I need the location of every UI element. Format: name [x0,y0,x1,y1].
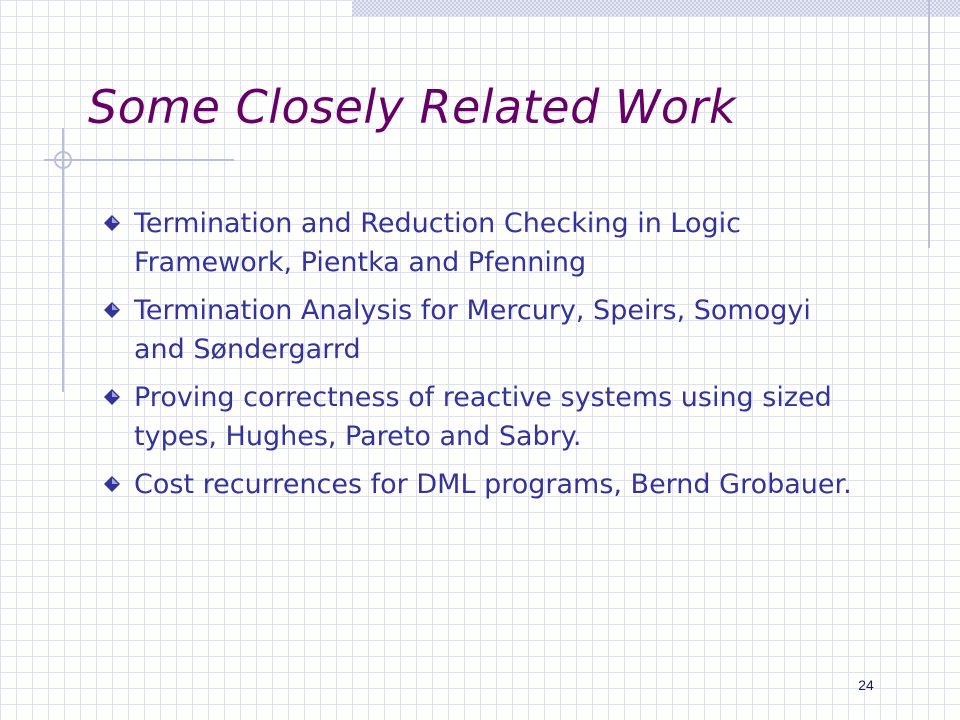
bullet-item [104,465,864,504]
diamond-bullet-icon [104,302,120,318]
bullet-text: Proving correctness of reactive systems using sized types, Hughes, Pareto and Sabry. [134,382,832,452]
page-number: 24 [858,677,874,693]
header-pattern-band [352,0,960,16]
diamond-bullet-icon [104,476,120,492]
ring-ornament-icon [54,151,72,169]
bullet-text: Termination and Reduction Checking in Logic Framework, Pientka and Pfenning [134,208,741,278]
bullet-item [104,378,864,456]
bullet-item [104,291,864,369]
bullet-item [104,204,864,282]
bullet-list [104,204,864,513]
slide-title: Some Closely Related Work [88,80,737,134]
diamond-bullet-icon [104,215,120,231]
diamond-bullet-icon [104,389,120,405]
bullet-text: Termination Analysis for Mercury, Speirs, Somogyi and Søndergarrd [134,295,811,365]
bullet-text: Cost recurrences for DML programs, Bernd Grobauer. [134,469,852,500]
title-underline [44,159,234,161]
right-accent-line [928,0,930,248]
